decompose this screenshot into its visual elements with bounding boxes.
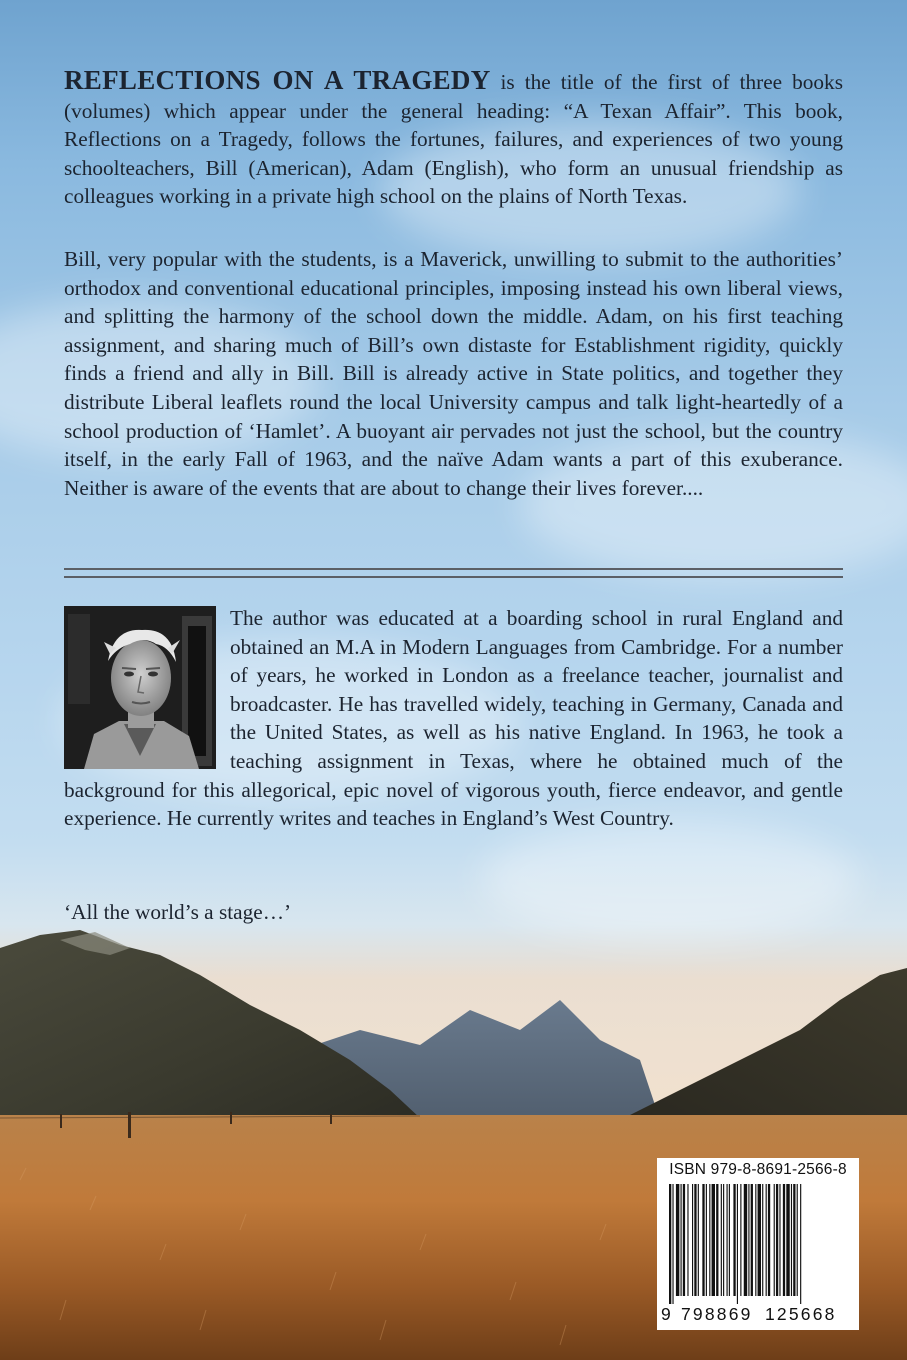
isbn-barcode <box>657 1158 859 1330</box>
barcode-digit-group-2: 125668 <box>765 1304 837 1324</box>
blurb-paragraph-2: Bill, very popular with the students, is a Maverick, unwilling to submit to the authorities’ orthodox and conventional educational principles, imposing instead his own liberal views, and splitting the harmony of the school down the middle. Adam, on his first teaching assignment, and sharing much of Bill’s own distaste for Establishment rigidity, quickly finds a friend and ally in Bill. Bill is already active in State politics, and together they distribute Liberal leaflets round the local University campus and talk light-heartedly of a school production of ‘Hamlet’. A buoyant air pervades not just the school, but the country itself, in the early Fall of 1963, and the naïve Adam wants a part of this exuberance. Neither is aware of the events that are about to change their lives forever.... <box>64 247 843 500</box>
book-title: REFLECTIONS ON A TRAGEDY <box>64 65 491 95</box>
author-section <box>64 604 843 833</box>
barcode-digit-group-1: 798869 <box>681 1304 753 1324</box>
author-portrait-image <box>64 606 216 769</box>
closing-quote: ‘All the world’s a stage…’ <box>64 900 292 924</box>
section-divider <box>64 568 843 578</box>
isbn-label: ISBN 979-8-8691-2566-8 <box>669 1161 847 1178</box>
barcode-lead-digit: 9 <box>661 1304 671 1324</box>
blurb-intro-text: is the title of the first of three books (volumes) which appear under the general heading: “A Texan Affair”. This book, Reflections on a Tragedy, follows the fortunes, failures, and experiences of two young schoolteachers, Bill (American), Adam (English), who form an unusual friendship as colleagues working in a private high school on the plains of North Texas. <box>64 70 843 209</box>
blurb-paragraph-1 <box>64 66 843 211</box>
author-photo <box>64 606 216 769</box>
author-bio: The author was educated at a boarding school in rural England and obtained an M.A in Modern Languages from Cambridge. For a number of years, he worked in London as a freelance teacher, journalist and broadcaster. He has travelled widely, teaching in Germany, Canada and the United States, as well as his native England. In 1963, he took a teaching assignment in Texas, where he obtained much of the background for this allegorical, epic novel of vigorous youth, fierce endeavor, and gentle experience. He currently writes and teaches in England’s West Country. <box>64 606 843 831</box>
barcode-bars <box>667 1184 849 1304</box>
